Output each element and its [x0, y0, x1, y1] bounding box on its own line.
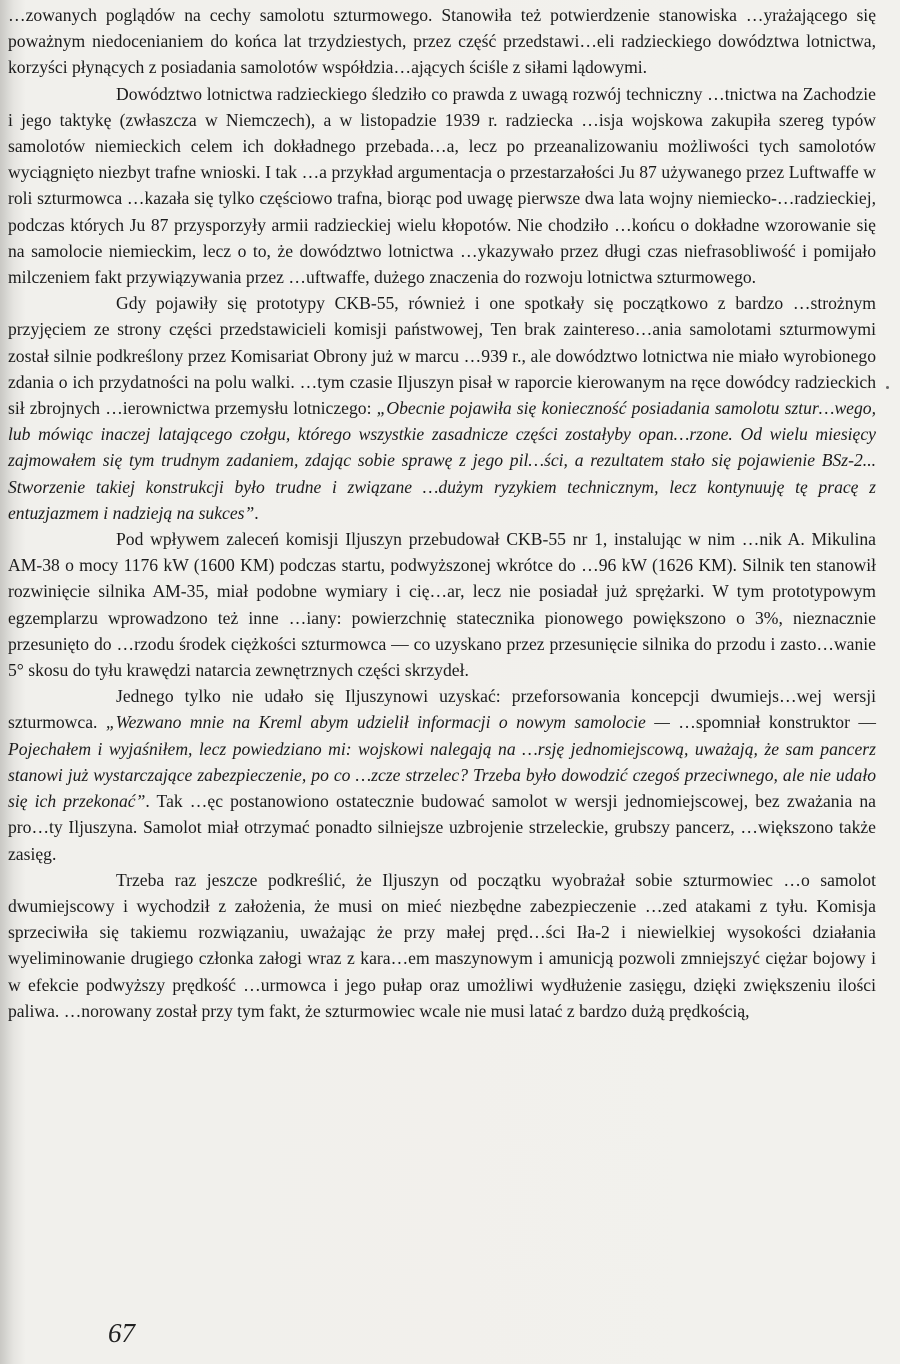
body-text: [8, 2, 876, 1024]
margin-dot: [886, 386, 889, 389]
page-number: 67: [108, 1318, 135, 1348]
paragraph-1: [8, 2, 876, 81]
text-run: .: [254, 502, 259, 523]
paragraph-4: [8, 526, 876, 683]
quote-italic: „Wezwano mnie na Kreml abym udzielił informacji o nowym samolocie —: [105, 712, 670, 733]
text-run: Dowództwo lotnictwa radzieckiego śledziło co prawda z uwagą rozwój techniczny …tnictwa na Zachodzie i jego taktykę (zwłaszcza w Niemczech), a w listopadzie 1939 r. radziecka …isja wojskowa zakupiła szereg typów samolotów niemieckich celem ich dokładnego przebada…a, lecz po przeanalizowaniu możliwości tych samolotów wyciągnięto niezbyt trafne wnioski. I tak …a przykład argumentacja o przestarzałości Ju 87 używanego przez Luftwaffe w roli szturmowca …kazała się tylko częściowo trafna, biorąc pod uwagę pierwsze dwa lata wojny niemiecko-…radzieckiej, podczas których Ju 87 przysporzyły armii radzieckiej wielu kłopotów. Nie chodziło …końcu o dokładne wzorowanie się na samolocie niemieckim, lecz o to, że dowództwo lotnictwa …ykazywało przez długi czas niefrasobliwość i pomijało milczeniem fakt przywiązywania przez …uftwaffe, dużego znaczenia do rozwoju lotnictwa szturmowego.: [8, 83, 876, 288]
text-run: Trzeba raz jeszcze podkreślić, że Iljuszyn od początku wyobrażał sobie szturmowiec …o samolot dwumiejscowy i wychodził z założenia, że musi on mieć niezbędne zabezpieczenie …zed atakami z tyłu. Komisja sprzeciwiła się takiemu rozwiązaniu, uważając że przy małej pręd…ści Iła-2 i niewielkiej wysokości działania wyeliminowanie drugiego członka załogi wraz z kara…em maszynowym i amunicją pozwoli zmniejszyć ciężar bojowy i w efekcie podwyższy prędkość …urmowca i jego pułap oraz umożliwi wydłużenie zasięgu, dzięki zwiększeniu ilości paliwa. …norowany został przy tym fakt, że szturmowiec wcale nie musi latać z bardzo dużą prędkością,: [8, 869, 876, 1021]
text-run: …zowanych poglądów na cechy samolotu szturmowego. Stanowiła też potwierdzenie stanowiska …yrażającego się poważnym niedocenianiem do końca lat trzydziestych, przez część przedstawi…eli radzieckiego dowództwa lotnictwa, korzyści płynących z posiadania samolotów współdzia…ających ściśle z siłami lądowymi.: [8, 5, 876, 78]
quote-italic: Pojechałem i wyjaśniłem, lecz powiedziano mi: wojskowi nalegają na …rsję jednomiejscową, uważają, że sam pancerz stanowi już wystarczające zabezpieczenie, po co …zcze strzelec? Trzeba było dowodzić czegoś przeciwnego, ale nie udało się ich przekonać”: [8, 738, 876, 812]
text-run: . Tak …ęc postanowiono ostatecznie budować samolot w wersji jednomiejscowej, bez zważania na pro…ty Iljuszyna. Samolot miał otrzymać ponadto silniejsze uzbrojenie strzeleckie, grubszy pancerz, …większono także zasięg.: [8, 791, 876, 864]
quote-italic: „Obecnie pojawiła się konieczność posiadania samolotu sztur…wego, lub mówiąc inaczej latającego czołgu, którego wszystkie zasadnicze części zostałyby opan…rzone. Od wielu miesięcy zajmowałem się tym trudnym zadaniem, zdając sobie sprawę z jego pil…ści, a rezultatem stało się pojawienie BSz-2... Stworzenie takiej konstrukcji było trudne i związane …dużym ryzykiem technicznym, lecz kontynuuję tę pracę z entuzjazmem i nadzieją na sukces”: [8, 398, 876, 523]
paragraph-3: [8, 290, 876, 526]
paragraph-5: [8, 683, 876, 866]
text-run: Gdy pojawiły się prototypy CKB-55, również i one spotkały się początkowo z bardzo …strożnym przyjęciem ze strony części przedstawicieli komisji państwowej, Ten brak zaintereso…ania samolotami szturmowymi został silnie podkreślony przez Komisariat Obrony już w marcu …939 r., ale dowództwo lotnictwa nie miało wyrobionego zdania o ich przydatności na polu walki. …tym czasie Iljuszyn pisał w raporcie kierowanym na ręce dowódcy radzieckich sił zbrojnych …ierownictwa przemysłu lotniczego:: [8, 293, 876, 419]
text-run: …spomniał konstruktor —: [669, 712, 877, 733]
text-run: Pod wpływem zaleceń komisji Iljuszyn przebudował CKB-55 nr 1, instalując w nim …nik A. Mikulina AM-38 o mocy 1176 kW (1600 KM) podczas startu, podwyższonej wkrótce do …96 kW (1626 KM). Silnik ten stanowił rozwinięcie silnika AM-35, miał podobne wymiary i cię…ar, lecz nie posiadał już sprężarki. W tym prototypowym egzemplarzu wprowadzono też inne …iany: powierzchnię statecznika pionowego powiększono o 3%, nieznacznie przesunięto do …rzodu środek ciężkości szturmowca — co uzyskano przez przesunięcie silnika do przodu i zasto…wanie 5° skosu do tyłu krawędzi natarcia zewnętrznych części skrzydeł.: [8, 529, 876, 681]
text-run: Jednego tylko nie udało się Iljuszynowi uzyskać: przeforsowania koncepcji dwumiejs…wej wersji szturmowca.: [8, 686, 876, 733]
paragraph-6: [8, 867, 876, 1024]
paragraph-2: [8, 81, 876, 291]
